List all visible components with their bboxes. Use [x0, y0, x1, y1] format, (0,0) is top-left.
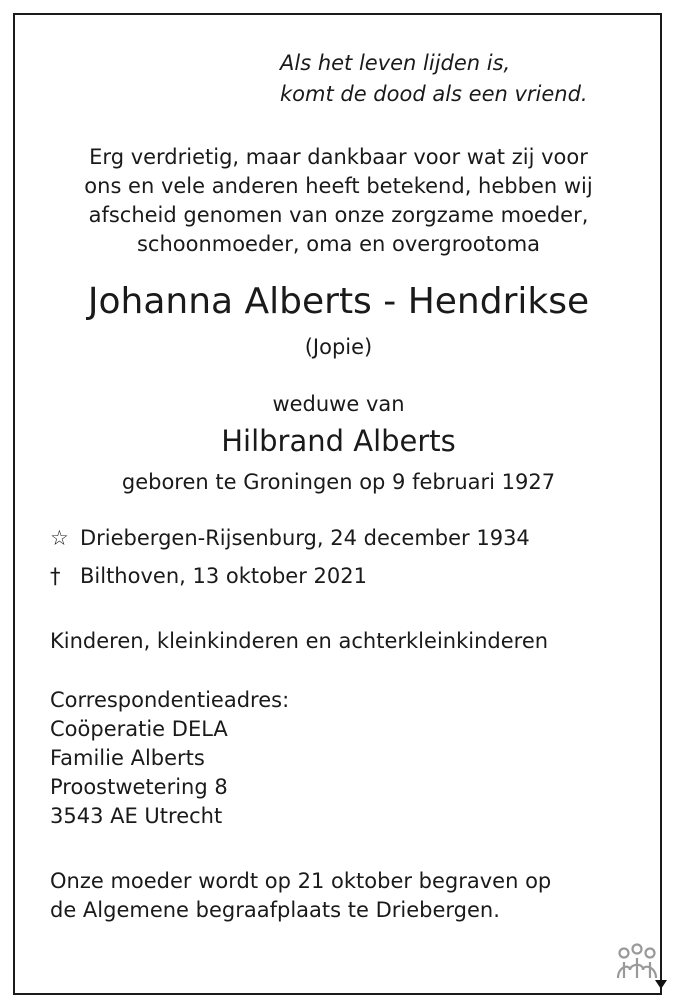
spouse-birth: geboren te Groningen op 9 februari 1927	[121, 470, 556, 494]
birth-row	[50, 526, 530, 550]
dela-people-logo	[612, 940, 668, 990]
funeral-line-1: Onze moeder wordt op 21 oktober begraven op	[50, 869, 552, 893]
triangle-down-icon	[655, 980, 667, 989]
correspondence-line-2: Familie Alberts	[50, 746, 205, 770]
deceased-name: Johanna Alberts - Hendrikse	[87, 281, 590, 322]
spouse-name: Hilbrand Alberts	[221, 424, 456, 458]
correspondence-line-1: Coöperatie DELA	[50, 717, 228, 741]
intro-line-2: ons en vele anderen heeft betekend, hebben wij	[84, 174, 593, 198]
birth-text: Driebergen-Rijsenburg, 24 december 1934	[80, 526, 530, 550]
correspondence-heading: Correspondentieadres:	[50, 688, 290, 712]
death-row	[50, 564, 367, 588]
intro-line-4: schoonmoeder, oma en overgrootoma	[136, 232, 541, 256]
death-text: Bilthoven, 13 oktober 2021	[80, 564, 367, 588]
family-line: Kinderen, kleinkinderen en achterkleinkinderen	[50, 629, 549, 653]
motto-line-2: komt de dood als een vriend.	[280, 82, 588, 106]
correspondence-line-4: 3543 AE Utrecht	[50, 804, 223, 828]
star-icon: ☆	[50, 526, 69, 550]
deceased-nickname: (Jopie)	[304, 335, 373, 359]
intro-line-3: afscheid genomen van onze zorgzame moeder,	[88, 203, 589, 227]
motto-line-1: Als het leven lijden is,	[280, 51, 511, 75]
spouse-relation: weduwe van	[272, 392, 405, 416]
funeral-line-2: de Algemene begraafplaats te Driebergen.	[50, 898, 500, 922]
correspondence-line-3: Proostwetering 8	[50, 775, 228, 799]
intro-line-1: Erg verdrietig, maar dankbaar voor wat zij voor	[89, 145, 588, 169]
cross-icon: †	[50, 564, 61, 588]
